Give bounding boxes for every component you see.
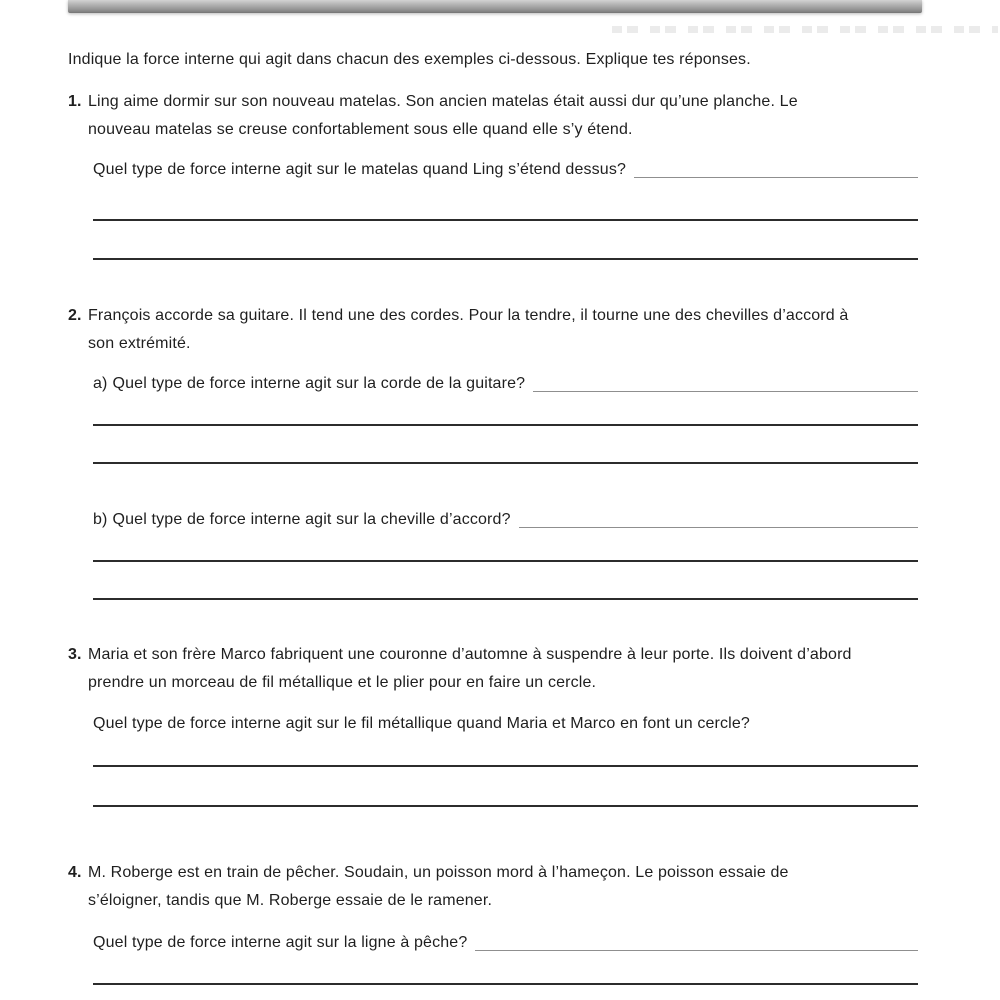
- question-4-prompt-text: Quel type de force interne agit sur la ligne à pêche?: [93, 934, 468, 951]
- question-4-statement: [68, 859, 918, 914]
- cropped-header-banner: [68, 0, 922, 13]
- answer-line: [93, 560, 918, 562]
- question-block-4: [68, 859, 918, 985]
- question-2-text-line: François accorde sa guitare. Il tend une des cordes. Pour la tendre, il tourne une des chevilles d’accord à: [88, 307, 849, 324]
- inline-answer-blank: [475, 950, 918, 951]
- question-3-text-line: prendre un morceau de fil métallique et le plier pour en faire un cercle.: [88, 673, 597, 691]
- question-block-1: [68, 88, 918, 260]
- answer-line: [93, 598, 918, 600]
- question-1-prompt: [93, 156, 918, 183]
- answer-line: [93, 462, 918, 464]
- question-2-statement: [68, 302, 918, 357]
- faded-text-artifact: [612, 26, 998, 33]
- question-block-3: [68, 641, 918, 807]
- answer-line: [93, 219, 918, 221]
- question-4-text-line: M. Roberge est en train de pêcher. Soudain, un poisson mord à l’hameçon. Le poisson essaie de: [88, 864, 789, 881]
- question-2b-prompt-text: Quel type de force interne agit sur la cheville d’accord?: [112, 511, 511, 528]
- question-3-number: 3.: [68, 646, 82, 663]
- question-1-number: 1.: [68, 93, 82, 110]
- question-1-text-line: nouveau matelas se creuse confortablement sous elle quand elle s’y étend.: [88, 120, 633, 138]
- question-4-text-line: s’éloigner, tandis que M. Roberge essaie de le ramener.: [88, 891, 493, 909]
- question-3-prompt-text: Quel type de force interne agit sur le fil métallique quand Maria et Marco en font un cercle?: [93, 715, 750, 732]
- answer-line: [93, 983, 918, 985]
- inline-answer-blank: [519, 527, 918, 528]
- question-1-statement: [68, 88, 918, 143]
- question-1-prompt-text: Quel type de force interne agit sur le matelas quand Ling s’étend dessus?: [93, 161, 627, 178]
- question-2a-prompt-text: Quel type de force interne agit sur la corde de la guitare?: [112, 375, 526, 392]
- question-2-text-line: son extrémité.: [88, 334, 191, 352]
- answer-line: [93, 805, 918, 807]
- answer-line: [93, 424, 918, 426]
- question-2a-prompt: [93, 370, 918, 397]
- inline-answer-blank: [634, 177, 918, 178]
- instructions-text: Indique la force interne qui agit dans chacun des exemples ci-dessous. Explique tes réponses.: [68, 51, 751, 68]
- question-4-number: 4.: [68, 864, 82, 881]
- answer-line: [93, 258, 918, 260]
- question-3-prompt: [93, 710, 918, 737]
- question-2b-label: b): [93, 511, 108, 528]
- question-block-2: [68, 302, 918, 600]
- answer-line: [93, 765, 918, 767]
- inline-answer-blank: [533, 391, 918, 392]
- question-2b-prompt: [93, 506, 918, 533]
- question-2-number: 2.: [68, 307, 82, 324]
- worksheet-content: [68, 46, 918, 985]
- question-3-text-line: Maria et son frère Marco fabriquent une couronne d’automne à suspendre à leur porte. Ils doivent d’abord: [88, 646, 852, 663]
- question-4-prompt: [93, 929, 918, 956]
- question-2a-label: a): [93, 375, 108, 392]
- question-3-statement: [68, 641, 918, 696]
- question-1-text-line: Ling aime dormir sur son nouveau matelas. Son ancien matelas était aussi dur qu’une planche. Le: [88, 93, 798, 110]
